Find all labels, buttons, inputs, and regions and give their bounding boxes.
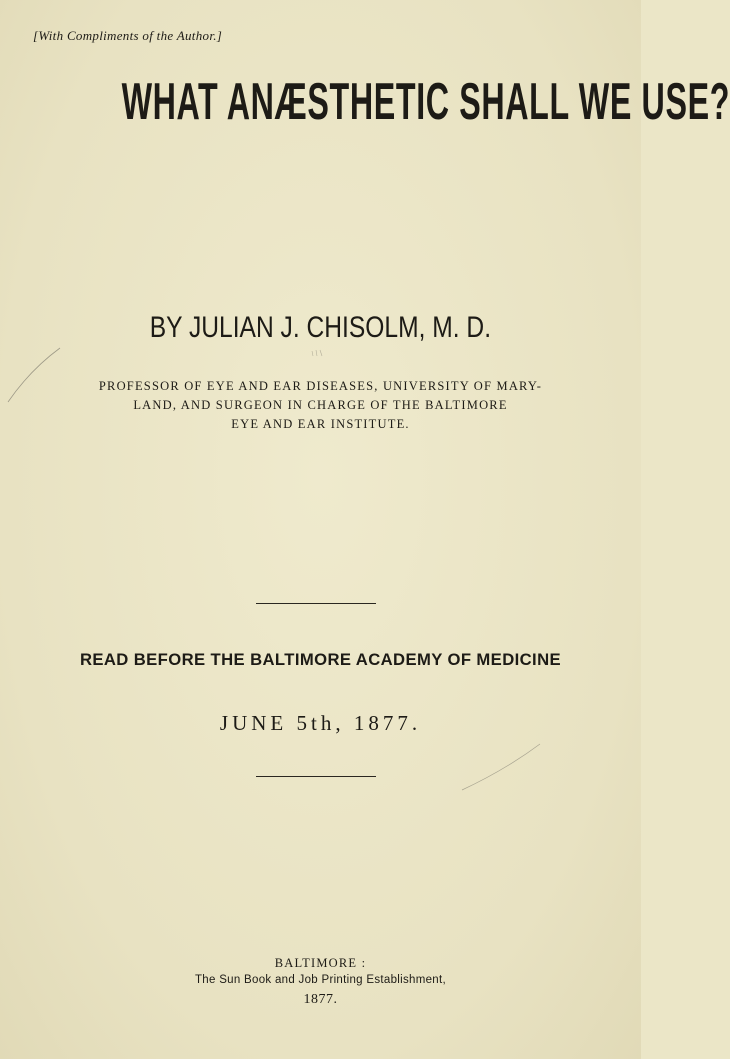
author-line: BY JULIAN J. CHISOLM, M. D. — [149, 311, 492, 344]
divider-rule-bottom — [256, 776, 376, 777]
affiliation-line-3: EYE AND EAR INSTITUTE. — [231, 417, 410, 431]
imprint-year: 1877. — [303, 992, 338, 1007]
imprint-place: BALTIMORE : — [274, 956, 367, 970]
author-affiliation — [30, 377, 611, 434]
document-title: WHAT ANÆSTHETIC SHALL WE USE? — [121, 73, 730, 131]
pencil-tick-marks — [312, 350, 322, 356]
affiliation-line-1: PROFESSOR OF EYE AND EAR DISEASES, UNIVERSITY OF MARY- — [98, 379, 543, 393]
imprint-printer: The Sun Book and Job Printing Establishment, — [194, 974, 446, 986]
pencil-stroke-right — [462, 744, 540, 790]
read-before-line: READ BEFORE THE BALTIMORE ACADEMY OF MEDICINE — [79, 650, 562, 669]
divider-rule-top — [256, 603, 376, 604]
affiliation-line-2: LAND, AND SURGEON IN CHARGE OF THE BALTIMORE — [133, 398, 508, 412]
date-line: JUNE 5th, 1877. — [219, 711, 422, 735]
compliments-note: [With Compliments of the Author.] — [33, 28, 223, 43]
